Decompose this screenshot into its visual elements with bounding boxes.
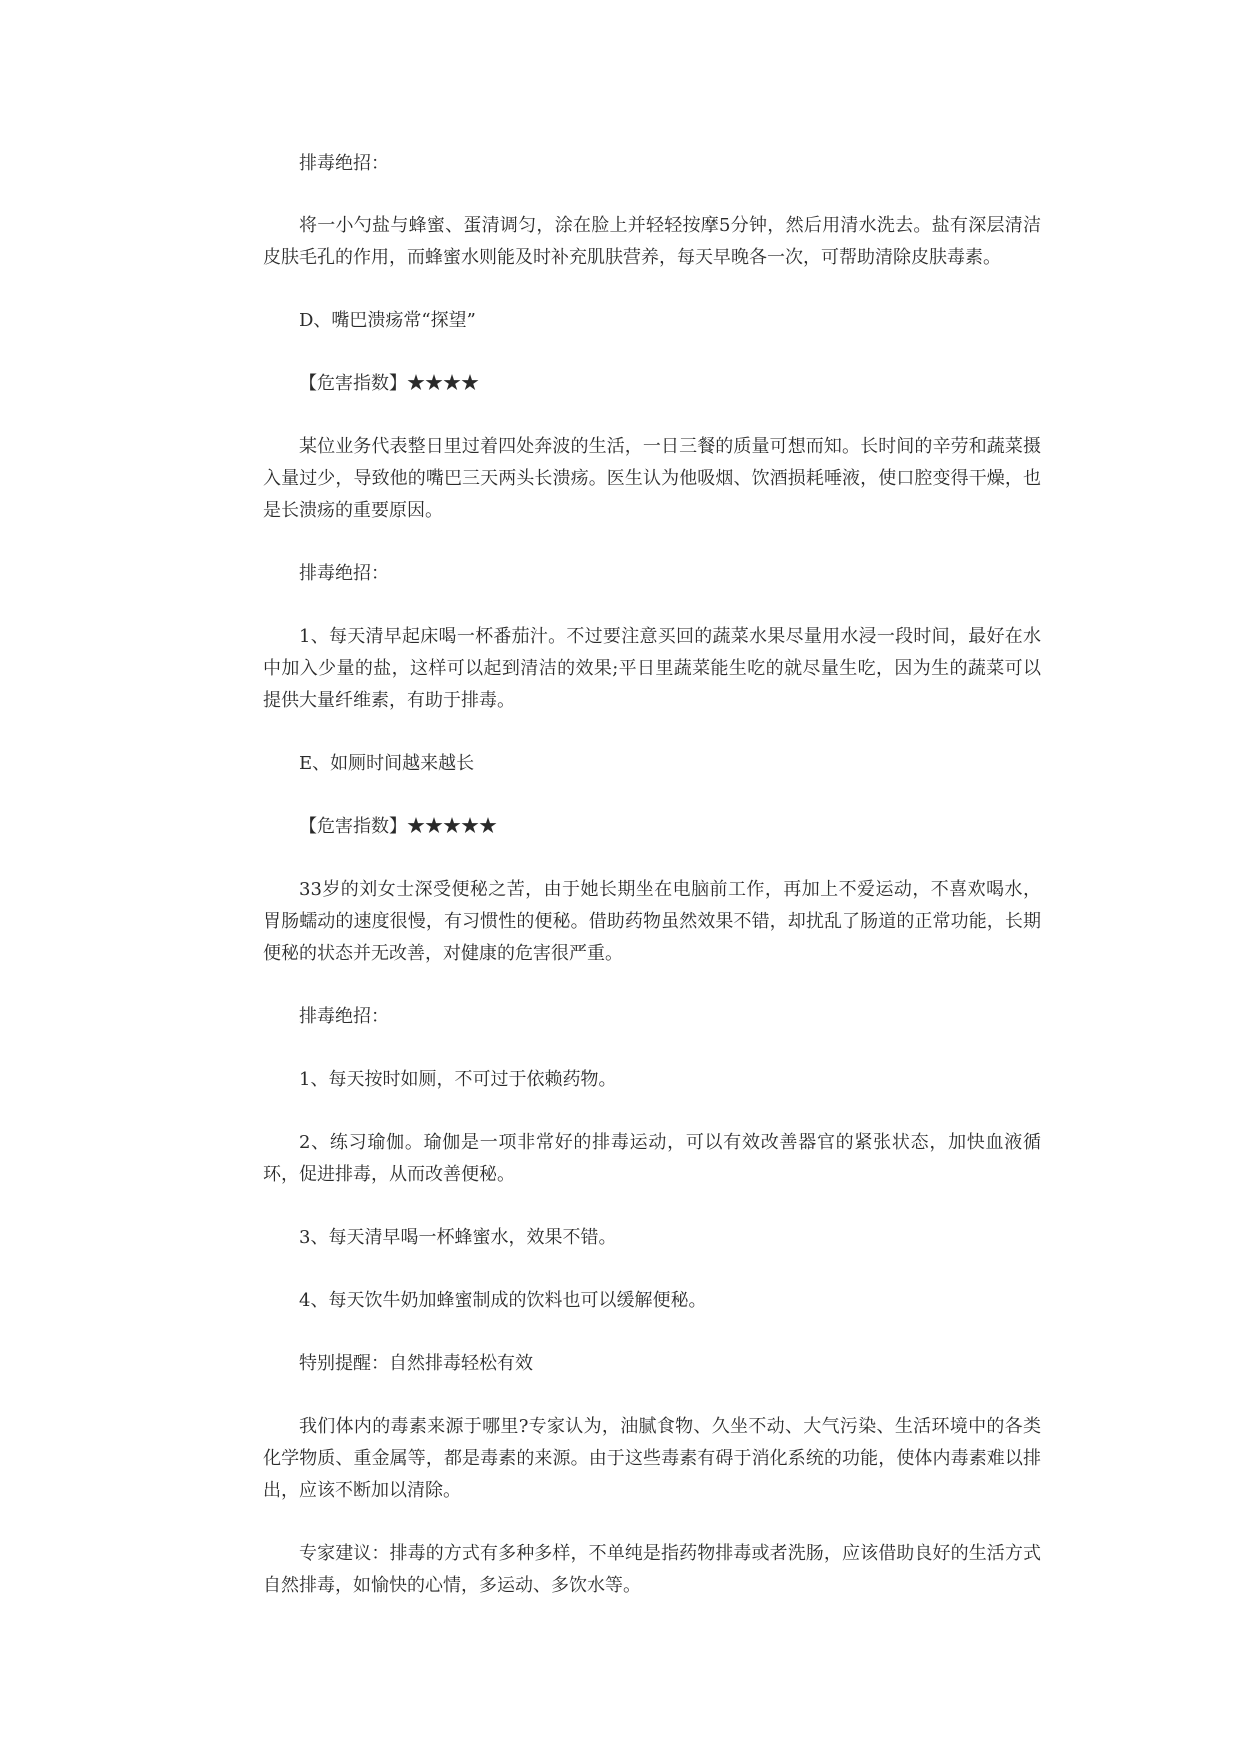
- list-item-4: 4、每天饮牛奶加蜂蜜制成的饮料也可以缓解便秘。: [299, 1290, 707, 1311]
- paragraph-tomato-juice: 1、每天清早起床喝一杯番茄汁。不过要注意买回的蔬菜水果尽量用水浸一段时间，最好在水中加入少量的盐，这样可以起到清洁的效果;平日里蔬菜能生吃的就尽量生吃，因为生的蔬菜可以提供大量纤维素，有助于排毒。: [263, 626, 1041, 711]
- document-body: [263, 148, 1041, 1602]
- section-heading-e: E、如厕时间越来越长: [299, 753, 475, 774]
- paragraph-expert-advice: 专家建议：排毒的方式有多种多样，不单纯是指药物排毒或者洗肠，应该借助良好的生活方式自然排毒，如愉快的心情，多运动、多饮水等。: [263, 1543, 1041, 1596]
- heading-detox-tips: 排毒绝招：: [299, 563, 389, 584]
- section-heading-d: D、嘴巴溃疡常“探望”: [299, 310, 476, 331]
- paragraph-toxin-sources: 我们体内的毒素来源于哪里?专家认为，油腻食物、久坐不动、大气污染、生活环境中的各类化学物质、重金属等，都是毒素的来源。由于这些毒素有碍于消化系统的功能，使体内毒素难以排出，应该不断加以清除。: [263, 1416, 1041, 1501]
- list-item-1: 1、每天按时如厕，不可过于依赖药物。: [299, 1069, 617, 1090]
- paragraph-salt-honey-mask: 将一小勺盐与蜂蜜、蛋清调匀，涂在脸上并轻轻按摩5分钟，然后用清水洗去。盐有深层清洁皮肤毛孔的作用，而蜂蜜水则能及时补充肌肤营养，每天早晚各一次，可帮助清除皮肤毒素。: [263, 215, 1041, 268]
- list-item-3: 3、每天清早喝一杯蜂蜜水，效果不错。: [299, 1227, 617, 1248]
- list-item-2: 2、练习瑜伽。瑜伽是一项非常好的排毒运动，可以有效改善器官的紧张状态，加快血液循环，促进排毒，从而改善便秘。: [263, 1132, 1041, 1185]
- paragraph-constipation: 33岁的刘女士深受便秘之苦，由于她长期坐在电脑前工作，再加上不爱运动，不喜欢喝水，胃肠蠕动的速度很慢，有习惯性的便秘。借助药物虽然效果不错，却扰乱了肠道的正常功能，长期便秘的状态并无改善，对健康的危害很严重。: [263, 879, 1041, 964]
- heading-detox-tips: 排毒绝招：: [299, 1006, 389, 1027]
- special-reminder: 特别提醒：自然排毒轻松有效: [299, 1353, 533, 1374]
- heading-detox-tips: 排毒绝招：: [299, 153, 389, 174]
- hazard-index-d: 【危害指数】★★★★: [299, 373, 479, 394]
- hazard-index-e: 【危害指数】★★★★★: [299, 816, 497, 837]
- paragraph-mouth-ulcer: 某位业务代表整日里过着四处奔波的生活，一日三餐的质量可想而知。长时间的辛劳和蔬菜摄入量过少，导致他的嘴巴三天两头长溃疡。医生认为他吸烟、饮酒损耗唾液，使口腔变得干燥，也是长溃疡的重要原因。: [263, 436, 1041, 521]
